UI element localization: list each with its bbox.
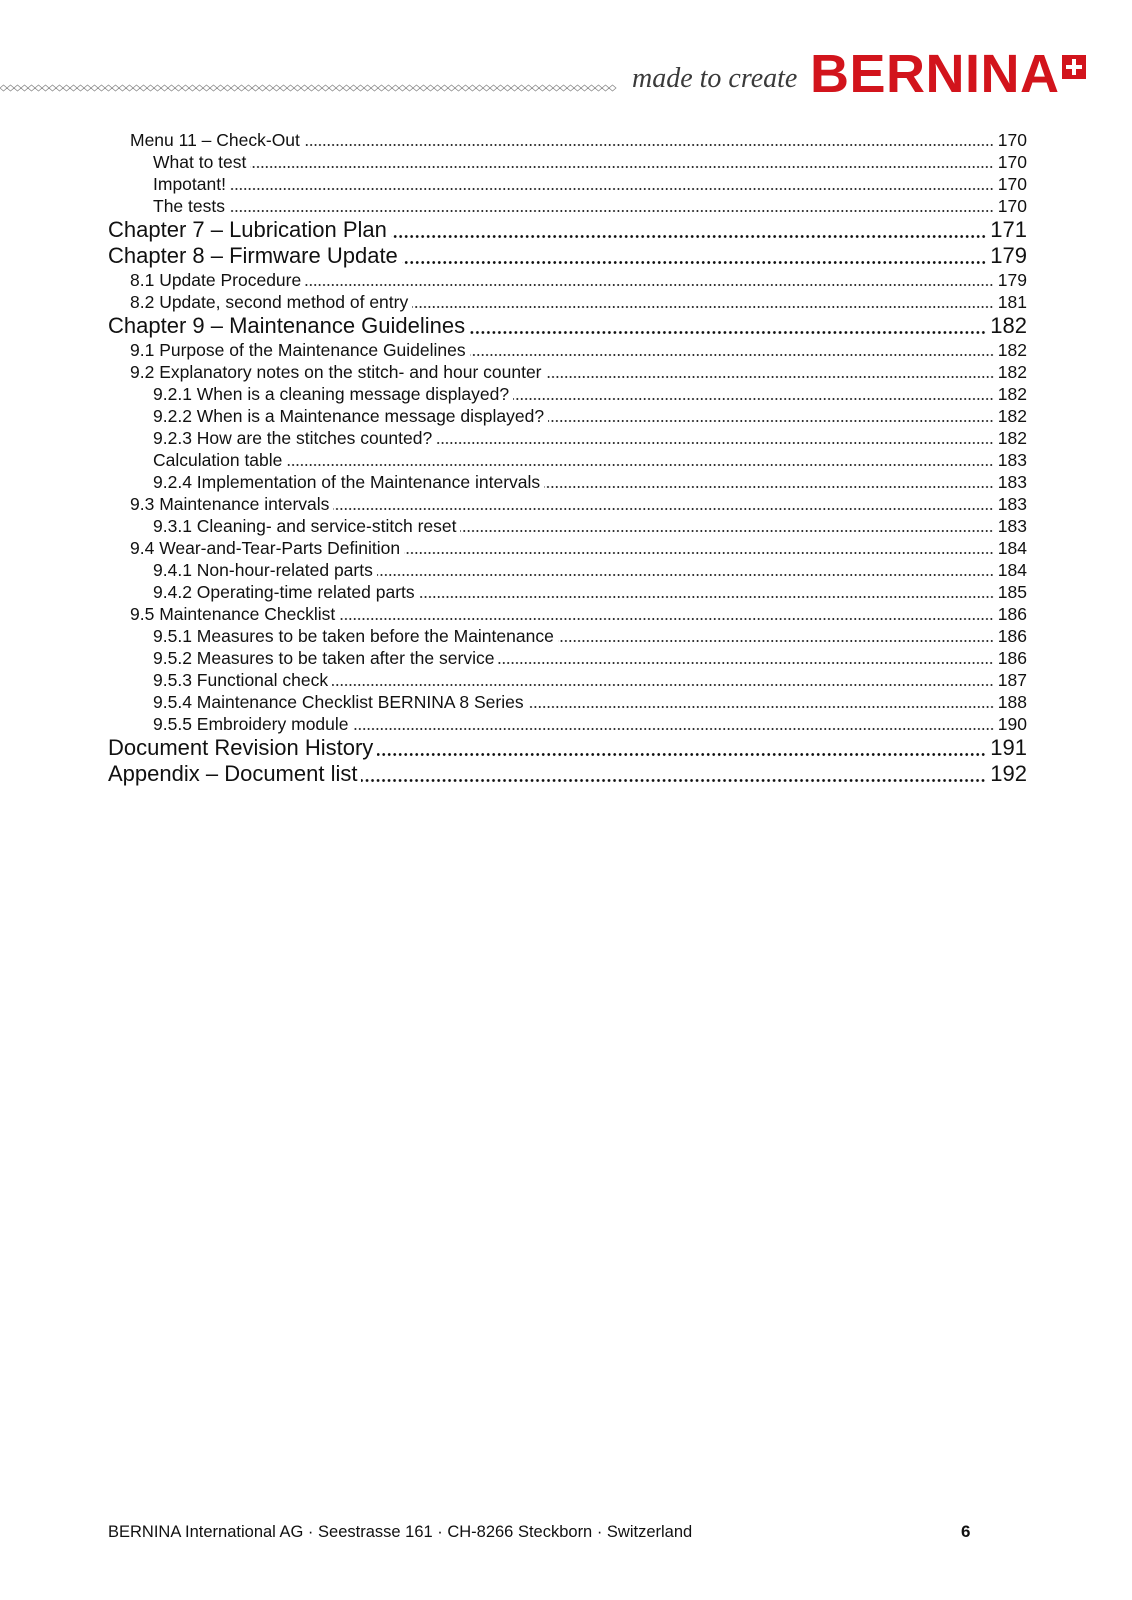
toc-entry-page: 171 [990, 217, 1027, 242]
toc-section-entry[interactable] [108, 129, 1027, 151]
dot-leader [230, 188, 994, 190]
toc-subsection-entry[interactable] [108, 173, 1027, 195]
toc-entry-title: 9.2.3 How are the stitches counted? [153, 428, 433, 448]
toc-entry-title: 9.5.4 Maintenance Checklist BERNINA 8 Series [153, 692, 524, 712]
toc-entry-title: Menu 11 – Check-Out [130, 130, 300, 150]
toc-chapter-entry[interactable] [108, 217, 1027, 243]
toc-entry-page: 182 [997, 384, 1027, 404]
bernina-logo: BERNINA [810, 44, 1060, 104]
toc-section-entry[interactable] [108, 493, 1027, 515]
toc-subsection-entry[interactable] [108, 713, 1027, 735]
toc-entry-title: 9.5.5 Embroidery module [153, 714, 349, 734]
toc-subsection-entry[interactable] [108, 647, 1027, 669]
toc-subsection-entry[interactable] [108, 449, 1027, 471]
toc-subsection-entry[interactable] [108, 471, 1027, 493]
dot-leader [286, 464, 993, 466]
toc-chapter-entry[interactable] [108, 735, 1027, 761]
toc-entry-page: 188 [997, 692, 1027, 712]
page-number: 6 [961, 1522, 971, 1541]
toc-entry-title: 8.1 Update Procedure [130, 270, 302, 290]
toc-section-entry[interactable] [108, 339, 1027, 361]
toc-section-entry[interactable] [108, 291, 1027, 313]
toc-entry-page: 184 [997, 538, 1027, 558]
toc-entry-title: 9.2.2 When is a Maintenance message displayed? [153, 406, 545, 426]
toc-entry-title: 9.5.3 Functional check [153, 670, 329, 690]
toc-entry-page: 186 [997, 604, 1027, 624]
toc-subsection-entry[interactable] [108, 405, 1027, 427]
dot-leader [339, 618, 994, 620]
page-header [0, 0, 1132, 110]
toc-entry-title: 9.2.4 Implementation of the Maintenance intervals [153, 472, 541, 492]
toc-subsection-entry[interactable] [108, 691, 1027, 713]
toc-chapter-entry[interactable] [108, 313, 1027, 339]
toc-entry-page: 184 [997, 560, 1027, 580]
toc-entry-title: 9.5.2 Measures to be taken after the service [153, 648, 495, 668]
toc-entry-title: What to test [153, 152, 247, 172]
toc-entry-title: 9.4.1 Non-hour-related parts [153, 560, 373, 580]
toc-entry-title: Impotant! [153, 174, 226, 194]
toc-chapter-entry[interactable] [108, 761, 1027, 787]
toc-entry-page: 170 [997, 196, 1027, 216]
toc-entry-page: 186 [997, 626, 1027, 646]
dot-leader [391, 235, 986, 238]
dot-leader [558, 640, 994, 642]
dot-leader [546, 376, 994, 378]
toc-entry-page: 190 [997, 714, 1027, 734]
dot-leader [436, 442, 994, 444]
dot-leader [412, 306, 994, 308]
toc-entry-page: 182 [997, 406, 1027, 426]
dot-leader [544, 486, 994, 488]
toc-entry-page: 186 [997, 648, 1027, 668]
toc-entry-page: 183 [997, 450, 1027, 470]
dot-leader [333, 508, 993, 510]
toc-entry-page: 182 [990, 313, 1027, 338]
toc-entry-title: 9.3.1 Cleaning- and service-stitch reset [153, 516, 457, 536]
dot-leader [419, 596, 994, 598]
dot-leader [513, 398, 994, 400]
toc-entry-title: 9.5.1 Measures to be taken before the Maintenance [153, 626, 554, 646]
toc-entry-page: 179 [990, 243, 1027, 268]
toc-entry-title: 9.4.2 Operating-time related parts [153, 582, 415, 602]
dot-leader [377, 753, 986, 756]
dot-leader [528, 706, 994, 708]
brand-tagline: made to create [632, 63, 798, 94]
dot-leader [305, 284, 994, 286]
dot-leader [361, 779, 986, 782]
toc-entry-title: 9.2 Explanatory notes on the stitch- and hour counter [130, 362, 542, 382]
toc-section-entry[interactable] [108, 603, 1027, 625]
swiss-cross-icon [1062, 55, 1086, 79]
toc-entry-title: Chapter 9 – Maintenance Guidelines [108, 313, 466, 338]
toc-entry-page: 179 [997, 270, 1027, 290]
toc-chapter-entry[interactable] [108, 243, 1027, 269]
toc-entry-title: 9.2.1 When is a cleaning message displayed? [153, 384, 510, 404]
toc-entry-page: 170 [997, 130, 1027, 150]
toc-entry-title: 9.3 Maintenance intervals [130, 494, 330, 514]
toc-subsection-entry[interactable] [108, 383, 1027, 405]
dot-leader [404, 552, 994, 554]
toc-subsection-entry[interactable] [108, 427, 1027, 449]
toc-entry-title: Calculation table [153, 450, 283, 470]
toc-entry-title: Document Revision History [108, 735, 374, 760]
toc-subsection-entry[interactable] [108, 625, 1027, 647]
toc-section-entry[interactable] [108, 269, 1027, 291]
toc-entry-page: 170 [997, 174, 1027, 194]
toc-entry-title: 9.1 Purpose of the Maintenance Guidelines [130, 340, 466, 360]
toc-subsection-entry[interactable] [108, 515, 1027, 537]
toc-entry-page: 183 [997, 516, 1027, 536]
company-address: BERNINA International AG · Seestrasse 161 · CH-8266 Steckborn · Switzerland [108, 1523, 693, 1541]
toc-entry-title: Appendix – Document list [108, 761, 358, 786]
toc-entry-title: Chapter 8 – Firmware Update [108, 243, 398, 268]
dot-leader [229, 210, 994, 212]
toc-entry-page: 191 [990, 735, 1027, 760]
toc-entry-title: The tests [153, 196, 225, 216]
toc-entry-title: 9.4 Wear-and-Tear-Parts Definition [130, 538, 401, 558]
toc-entry-page: 181 [997, 292, 1027, 312]
toc-subsection-entry[interactable] [108, 195, 1027, 217]
dot-leader [353, 728, 994, 730]
toc-subsection-entry[interactable] [108, 581, 1027, 603]
toc-entry-page: 182 [997, 428, 1027, 448]
dot-leader [498, 662, 993, 664]
toc-entry-title: 9.5 Maintenance Checklist [130, 604, 336, 624]
toc-entry-title: Chapter 7 – Lubrication Plan [108, 217, 387, 242]
toc-entry-page: 170 [997, 152, 1027, 172]
toc-entry-page: 185 [997, 582, 1027, 602]
table-of-contents [108, 129, 1027, 787]
dot-leader [304, 144, 994, 146]
decorative-chain-line [0, 84, 622, 92]
toc-subsection-entry[interactable] [108, 669, 1027, 691]
toc-entry-page: 182 [997, 340, 1027, 360]
dot-leader [469, 331, 986, 334]
dot-leader [460, 530, 993, 532]
dot-leader [402, 261, 986, 264]
toc-entry-page: 187 [997, 670, 1027, 690]
toc-entry-page: 183 [997, 494, 1027, 514]
toc-section-entry[interactable] [108, 537, 1027, 559]
page-footer [0, 1515, 1132, 1555]
toc-subsection-entry[interactable] [108, 151, 1027, 173]
toc-subsection-entry[interactable] [108, 559, 1027, 581]
toc-section-entry[interactable] [108, 361, 1027, 383]
toc-entry-page: 192 [990, 761, 1027, 786]
dot-leader [377, 574, 994, 576]
toc-entry-title: 8.2 Update, second method of entry [130, 292, 409, 312]
dot-leader [548, 420, 994, 422]
dot-leader [250, 166, 993, 168]
toc-entry-page: 183 [997, 472, 1027, 492]
toc-entry-page: 182 [997, 362, 1027, 382]
dot-leader [470, 354, 994, 356]
dot-leader [332, 684, 994, 686]
